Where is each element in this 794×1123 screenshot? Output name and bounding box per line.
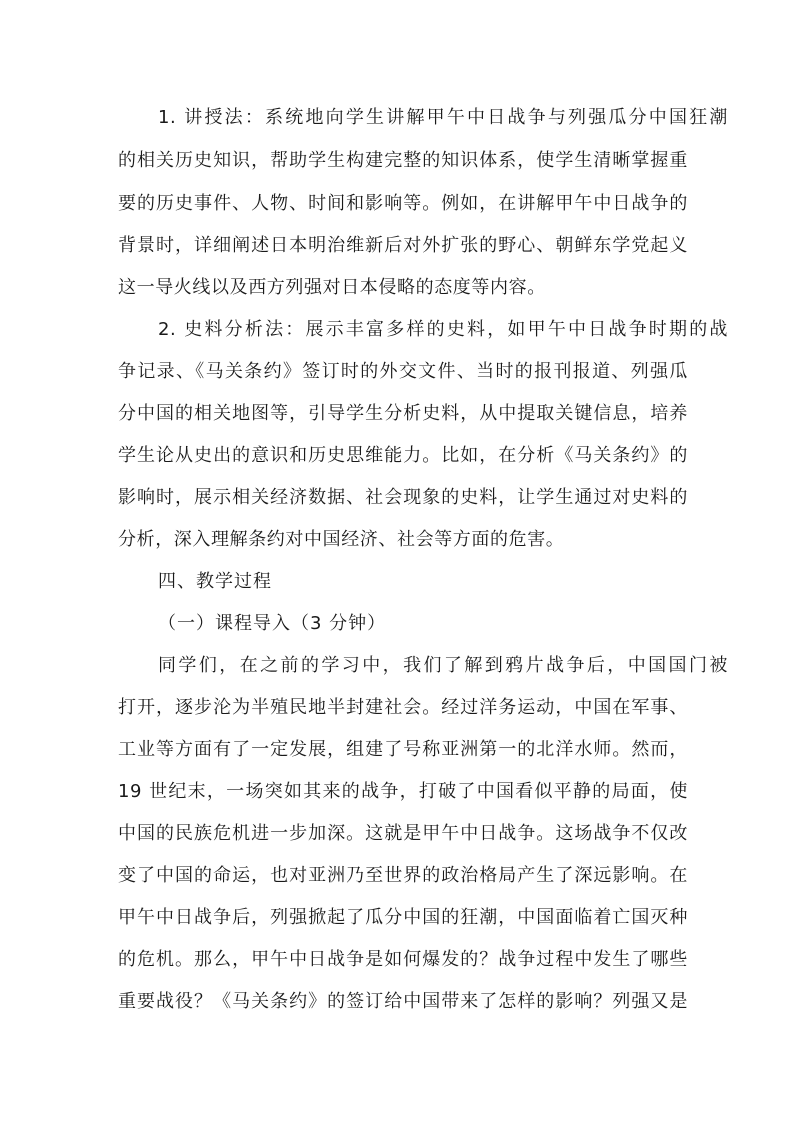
paragraph-line: 甲午中日战争后，列强掀起了瓜分中国的狂潮，中国面临着亡国灭种 (118, 907, 688, 928)
paragraph-line: 争记录、《马关条约》签订时的外交文件、当时的报刊报道、列强瓜 (118, 361, 688, 382)
paragraph-line: 学生论从史出的意识和历史思维能力。比如，在分析《马关条约》的 (118, 445, 688, 466)
section-heading: 四、教学过程 (158, 571, 272, 592)
paragraph-line: 重要战役？《马关条约》的签订给中国带来了怎样的影响？列强又是 (118, 991, 688, 1012)
paragraph-line: 中国的民族危机进一步加深。这就是甲午中日战争。这场战争不仅改 (118, 823, 688, 844)
paragraph-line: 分中国的相关地图等，引导学生分析史料，从中提取关键信息，培养 (118, 403, 688, 424)
paragraph-line: 分析，深入理解条约对中国经济、社会等方面的危害。 (118, 529, 565, 550)
paragraph-line: 影响时，展示相关经济数据、社会现象的史料，让学生通过对史料的 (118, 487, 688, 508)
paragraph-line: 打开，逐步沦为半殖民地半封建社会。经过洋务运动，中国在军事、 (118, 697, 688, 718)
paragraph-line: 要的历史事件、人物、时间和影响等。例如，在讲解甲午中日战争的 (118, 193, 688, 214)
paragraph-line: 1. 讲授法：系统地向学生讲解甲午中日战争与列强瓜分中国狂潮 (158, 107, 728, 128)
paragraph-line: 变了中国的命运，也对亚洲乃至世界的政治格局产生了深远影响。在 (118, 865, 688, 886)
paragraph-line: 的危机。那么，甲午中日战争是如何爆发的？战争过程中发生了哪些 (118, 949, 688, 970)
paragraph-line: 这一导火线以及西方列强对日本侵略的态度等内容。 (118, 277, 546, 298)
subsection-heading: （一）课程导入（3 分钟） (158, 613, 387, 634)
paragraph-line: 工业等方面有了一定发展，组建了号称亚洲第一的北洋水师。然而， (118, 739, 688, 760)
paragraph-line: 19 世纪末，一场突如其来的战争，打破了中国看似平静的局面，使 (118, 781, 688, 802)
paragraph-line: 2. 史料分析法：展示丰富多样的史料，如甲午中日战争时期的战 (158, 319, 728, 340)
paragraph-line: 的相关历史知识，帮助学生构建完整的知识体系，使学生清晰掌握重 (118, 150, 688, 171)
paragraph-line: 同学们，在之前的学习中，我们了解到鸦片战争后，中国国门被 (158, 655, 728, 676)
paragraph-line: 背景时，详细阐述日本明治维新后对外扩张的野心、朝鲜东学党起义 (118, 235, 688, 256)
